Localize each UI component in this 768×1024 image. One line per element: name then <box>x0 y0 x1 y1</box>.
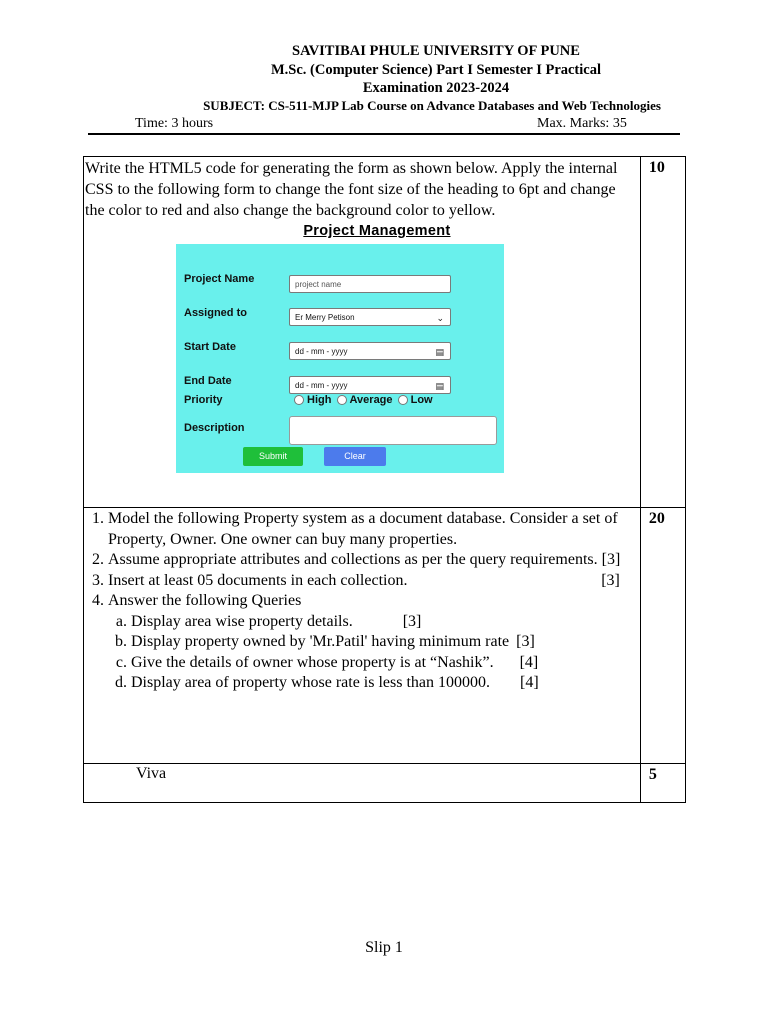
calendar-icon: ▤ <box>435 347 444 357</box>
query-marks: [4] <box>519 653 539 671</box>
description-textarea <box>289 416 497 445</box>
question-2-cell <box>84 508 641 764</box>
list-item-text: Insert at least 05 documents in each collection. <box>108 571 408 589</box>
viva-label: Viva <box>84 764 641 803</box>
query-text: Display property owned by 'Mr.Patil' having minimum rate <box>131 633 510 650</box>
query-text: Display area wise property details. <box>131 612 353 630</box>
subject-title: SUBJECT: CS-511-MJP Lab Course on Advance Databases and Web Technologies <box>203 98 661 113</box>
question-2-marks: 20 <box>640 508 685 764</box>
query-marks: [3] <box>402 612 422 630</box>
query-item <box>131 653 640 674</box>
program-title: M.Sc. (Computer Science) Part I Semester I Practical <box>270 62 602 78</box>
query-item <box>131 632 640 653</box>
exam-title: Examination 2023-2024 <box>362 80 510 96</box>
query-text: Give the details of owner whose property is at “Nashik”. <box>131 653 494 671</box>
start-date-value: dd - mm - yyyy <box>295 347 348 356</box>
list-item <box>108 591 640 694</box>
question-row-2 <box>84 508 686 764</box>
slip-number: Slip 1 <box>365 939 403 956</box>
max-marks-label: Max. Marks: 35 <box>537 116 627 131</box>
query-marks: [3] <box>516 633 535 650</box>
header-divider <box>88 133 680 135</box>
question-1-marks: 10 <box>640 157 685 508</box>
radio-low-label: Low <box>410 394 433 406</box>
project-name-input: project name <box>289 275 451 293</box>
query-marks: [4] <box>520 674 539 691</box>
start-date-input <box>289 342 451 360</box>
start-date-label: Start Date <box>184 341 236 353</box>
priority-radio-group <box>292 394 433 406</box>
query-item <box>131 673 640 694</box>
viva-marks: 5 <box>640 764 685 803</box>
question-1-cell <box>84 157 641 508</box>
radio-average-label: Average <box>349 394 393 406</box>
chevron-down-icon: ⌄ <box>436 313 444 323</box>
query-list <box>108 612 640 694</box>
priority-label: Priority <box>184 394 223 406</box>
question-2-list <box>84 509 640 694</box>
form-title: Project Management <box>303 223 451 239</box>
assigned-to-value: Er Merry Petison <box>295 313 355 322</box>
clear-button: Clear <box>324 447 386 466</box>
question-row-1 <box>84 157 686 508</box>
list-item: 2. Assume appropriate attributes and collections as per the query requirements. [3] <box>108 550 640 571</box>
end-date-input <box>289 376 451 394</box>
assigned-to-label: Assigned to <box>184 307 247 319</box>
end-date-value: dd - mm - yyyy <box>295 381 348 390</box>
query-item <box>131 612 640 633</box>
question-table <box>83 156 686 803</box>
assigned-to-select <box>289 308 451 326</box>
calendar-icon: ▤ <box>435 381 444 391</box>
submit-button: Submit <box>243 447 303 466</box>
project-form-image <box>176 244 504 473</box>
time-label: Time: 3 hours <box>135 116 214 131</box>
description-label: Description <box>184 422 245 434</box>
end-date-label: End Date <box>184 375 232 387</box>
viva-row <box>84 764 686 803</box>
list-item-marks: [3] <box>601 571 620 589</box>
query-text: Display area of property whose rate is less than 100000. <box>131 674 491 691</box>
radio-high-label: High <box>307 394 332 406</box>
list-item: 1. Model the following Property system as a document database. Consider a set of Property, Owner. One owner can buy many properties. <box>108 509 640 550</box>
radio-low <box>398 395 408 405</box>
project-name-label: Project Name <box>184 273 255 285</box>
university-title: SAVITIBAI PHULE UNIVERSITY OF PUNE <box>292 43 580 59</box>
list-item <box>108 571 640 592</box>
radio-high <box>294 395 304 405</box>
radio-average <box>337 395 347 405</box>
question-1-text: Write the HTML5 code for generating the form as shown below. Apply the internal CSS to the following form to change the font size of the heading to 6pt and change the color to red and also change the background color to yellow. <box>85 160 618 219</box>
list-item-text: Answer the following Queries <box>108 592 302 609</box>
